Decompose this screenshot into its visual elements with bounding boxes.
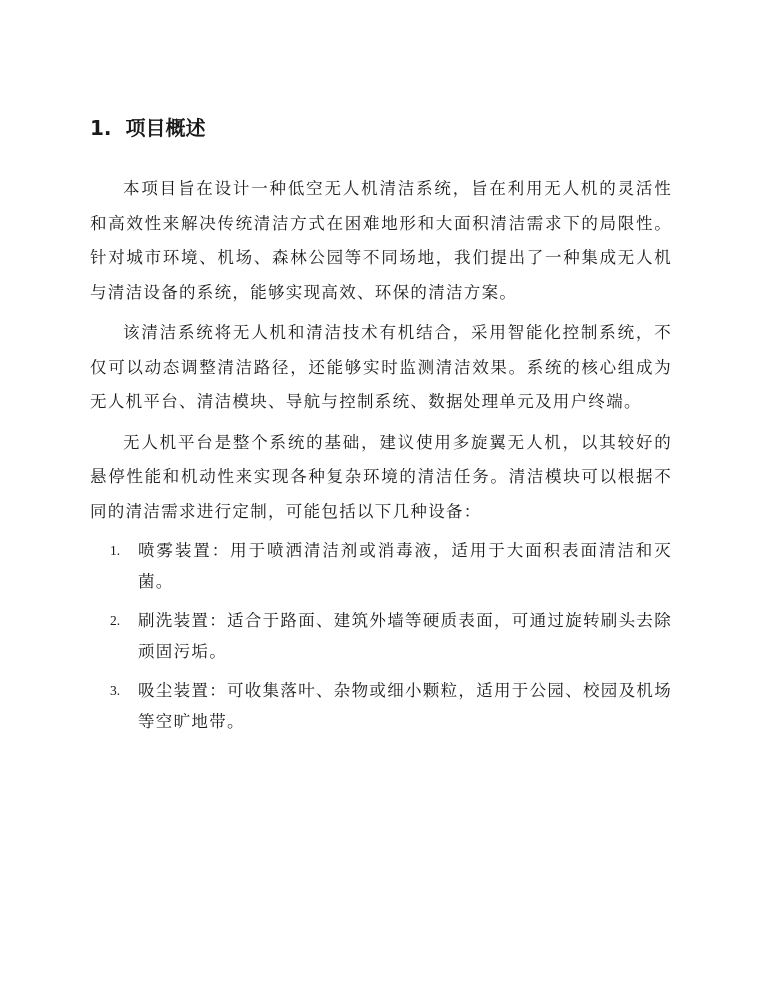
paragraph-platform: 无人机平台是整个系统的基础，建议使用多旋翼无人机，以其较好的悬停性能和机动性来实现各种复杂环境的清洁任务。清洁模块可以根据不同的清洁需求进行定制，可能包括以下几种设备：	[90, 432, 672, 521]
list-item-text: 刷洗装置：适合于路面、建筑外墙等硬质表面，可通过旋转刷头去除顽固污垢。	[138, 611, 672, 661]
list-item-text: 吸尘装置：可收集落叶、杂物或细小颗粒，适用于公园、校园及机场等空旷地带。	[138, 681, 672, 731]
section-number: 1.	[90, 116, 112, 140]
list-item-text: 喷雾装置：用于喷洒清洁剂或消毒液，适用于大面积表面清洁和灭菌。	[138, 541, 672, 591]
section-heading	[90, 114, 206, 142]
list-item	[90, 605, 672, 667]
list-item-number: 3.	[110, 683, 121, 698]
paragraph-system: 该清洁系统将无人机和清洁技术有机结合，采用智能化控制系统，不仅可以动态调整清洁路径，还能够实时监测清洁效果。系统的核心组成为无人机平台、清洁模块、导航与控制系统、数据处理单元及用户终端。	[90, 323, 672, 411]
body-text	[90, 172, 672, 745]
section-title: 项目概述	[125, 116, 206, 140]
list-item-number: 2.	[110, 613, 121, 628]
paragraph-overview: 本项目旨在设计一种低空无人机清洁系统，旨在利用无人机的灵活性和高效性来解决传统清洁方式在困难地形和大面积清洁需求下的局限性。针对城市环境、机场、森林公园等不同场地，我们提出了一种集成无人机与清洁设备的系统，能够实现高效、环保的清洁方案。	[90, 179, 672, 302]
list-item	[90, 675, 672, 737]
list-item-number: 1.	[110, 543, 121, 558]
equipment-list	[90, 535, 672, 737]
list-item	[90, 535, 672, 597]
